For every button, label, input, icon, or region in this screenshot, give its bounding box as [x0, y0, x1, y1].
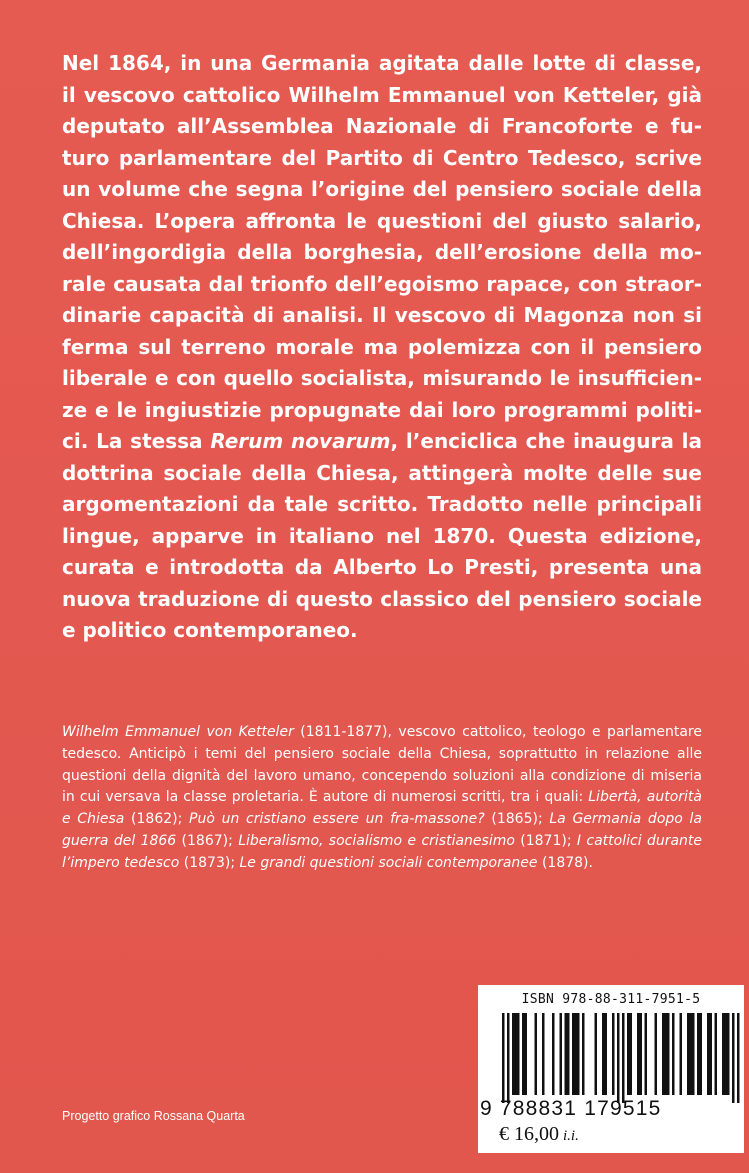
barcode-bar: [680, 1013, 683, 1095]
barcode-bar: [515, 1013, 518, 1095]
barcode-bar: [552, 1013, 555, 1095]
bio-work-title: Libertà, autorità e Chiesa: [62, 789, 702, 828]
ean-digits: 9 788831 179515: [480, 1097, 662, 1120]
price-suffix: i.i.: [563, 1128, 579, 1144]
barcode-bar: [572, 1013, 575, 1095]
bio-text: (1865);: [484, 811, 550, 828]
barcode-bar: [662, 1013, 665, 1095]
barcode-bar: [525, 1013, 528, 1095]
bio-text: (1867);: [176, 832, 239, 849]
barcode-bar: [627, 1013, 630, 1095]
barcode-bar: [617, 1013, 620, 1103]
barcode-bar: [602, 1013, 605, 1095]
price-label: [499, 1121, 579, 1149]
barcode-bar: [565, 1013, 568, 1095]
barcode-bar: [700, 1013, 703, 1095]
barcode-bar: [692, 1013, 695, 1095]
bio-text: (1811-1877), vescovo cattolico, teologo e parlamentare tedesco. Anticipò i temi del pensiero sociale della Chiesa, soprattutto in relazione alle questioni della dignità del lavoro umano, concependo soluzioni alla condizione di miseria in cui versava la classe proletaria. È autore di numerosi scritti, tra i quali:: [62, 724, 702, 806]
barcode-bar: [567, 1013, 570, 1095]
barcode-bar: [737, 1013, 740, 1103]
barcode-bar: [687, 1013, 690, 1095]
barcode-bar: [637, 1013, 640, 1095]
barcode-bar: [575, 1013, 578, 1095]
barcode-bar: [560, 1013, 563, 1095]
barcode-bar: [727, 1013, 730, 1095]
barcode-bar: [697, 1013, 700, 1095]
barcode-bar: [577, 1013, 580, 1095]
bio-author-name: Wilhelm Emmanuel von Ketteler: [62, 724, 294, 740]
barcode-bar: [710, 1013, 713, 1095]
barcode-bar: [690, 1013, 693, 1095]
bio-text: (1862);: [124, 811, 190, 828]
barcode-bar: [595, 1013, 598, 1095]
isbn-text: ISBN 978-88-311-7951-5: [521, 992, 701, 1007]
bio-text: (1871);: [514, 832, 577, 849]
barcode-bar: [665, 1013, 668, 1095]
barcode-label: [478, 985, 744, 1153]
barcode-bar: [630, 1013, 633, 1095]
bio-work-title: La Germania dopo la guerra del 1866: [62, 811, 702, 849]
author-bio: [62, 722, 702, 875]
barcode-bar: [722, 1013, 725, 1095]
barcode-bar: [535, 1013, 538, 1095]
barcode-bar: [522, 1013, 525, 1095]
bio-work-title: Liberalismo, socialismo e cristianesimo: [238, 832, 515, 849]
bio-work-title: I cattolici durante l’impero tedesco: [62, 832, 703, 871]
blurb-text-part2: , l’enciclica che inaugura la dottrina sociale della Chiesa, attingerà molte delle sue argomentazioni da tale scritto. Tradotto nelle principali lingue, apparve in italiano nel 1870. Questa edizione, curata e introdotta da Alberto Lo Presti, presenta una nuova traduzione di questo classico del pensiero sociale e politico contemporaneo.: [62, 429, 702, 642]
barcode-bar: [732, 1013, 735, 1103]
barcode-bar: [645, 1013, 648, 1095]
barcode-bar: [672, 1013, 675, 1095]
barcode-bar: [512, 1013, 515, 1095]
barcode-bar: [542, 1013, 545, 1095]
blurb-paragraph: [62, 48, 702, 647]
barcode-bar: [612, 1013, 615, 1095]
blurb-italic-title: Rerum novarum: [210, 429, 391, 453]
barcode-bar: [725, 1013, 728, 1095]
barcode-bar: [715, 1013, 718, 1095]
design-credit: Progetto grafico Rossana Quarta: [62, 1109, 245, 1123]
bio-work-title: Può un cristiano essere un fra-massone?: [189, 811, 485, 828]
bio-text: (1873);: [179, 854, 240, 871]
barcode-bar: [667, 1013, 670, 1095]
blurb-text-part1: Nel 1864, in una Germania agitata dalle lotte di classe, il vescovo cattolico Wilhelm Emmanuel von Ketteler, già deputato all’Assemblea Nazionale di Francoforte e futuro parlamentare del Partito di Centro Tedesco, scrive un volume che segna l’origine del pensiero sociale della Chiesa. L’opera affronta le questioni del giusto salario, dell’ingordigia della borghesia, dell’erosione della morale causata dal trionfo dell’egoismo rapace, con straordinarie capacità di analisi. Il vescovo di Magonza non si ferma sul terreno morale ma polemizza con il pensiero liberale e con quello socialista, misurando le insufficienze e le ingiustizie propugnate dai loro programmi politici. La stessa: [62, 51, 702, 453]
barcode-bar: [640, 1013, 643, 1095]
barcode-bar: [582, 1013, 585, 1095]
bio-work-title: Le grandi questioni sociali contemporanee: [239, 854, 538, 871]
barcode-bar: [605, 1013, 608, 1095]
price-amount: € 16,00: [499, 1123, 559, 1145]
barcode-bar: [507, 1013, 510, 1103]
barcode-bar: [655, 1013, 658, 1095]
barcode-bar: [502, 1013, 505, 1103]
barcode-bar: [517, 1013, 520, 1095]
bio-text: (1878).: [537, 854, 593, 871]
barcode-bar: [707, 1013, 710, 1095]
barcode-bar: [622, 1013, 625, 1103]
